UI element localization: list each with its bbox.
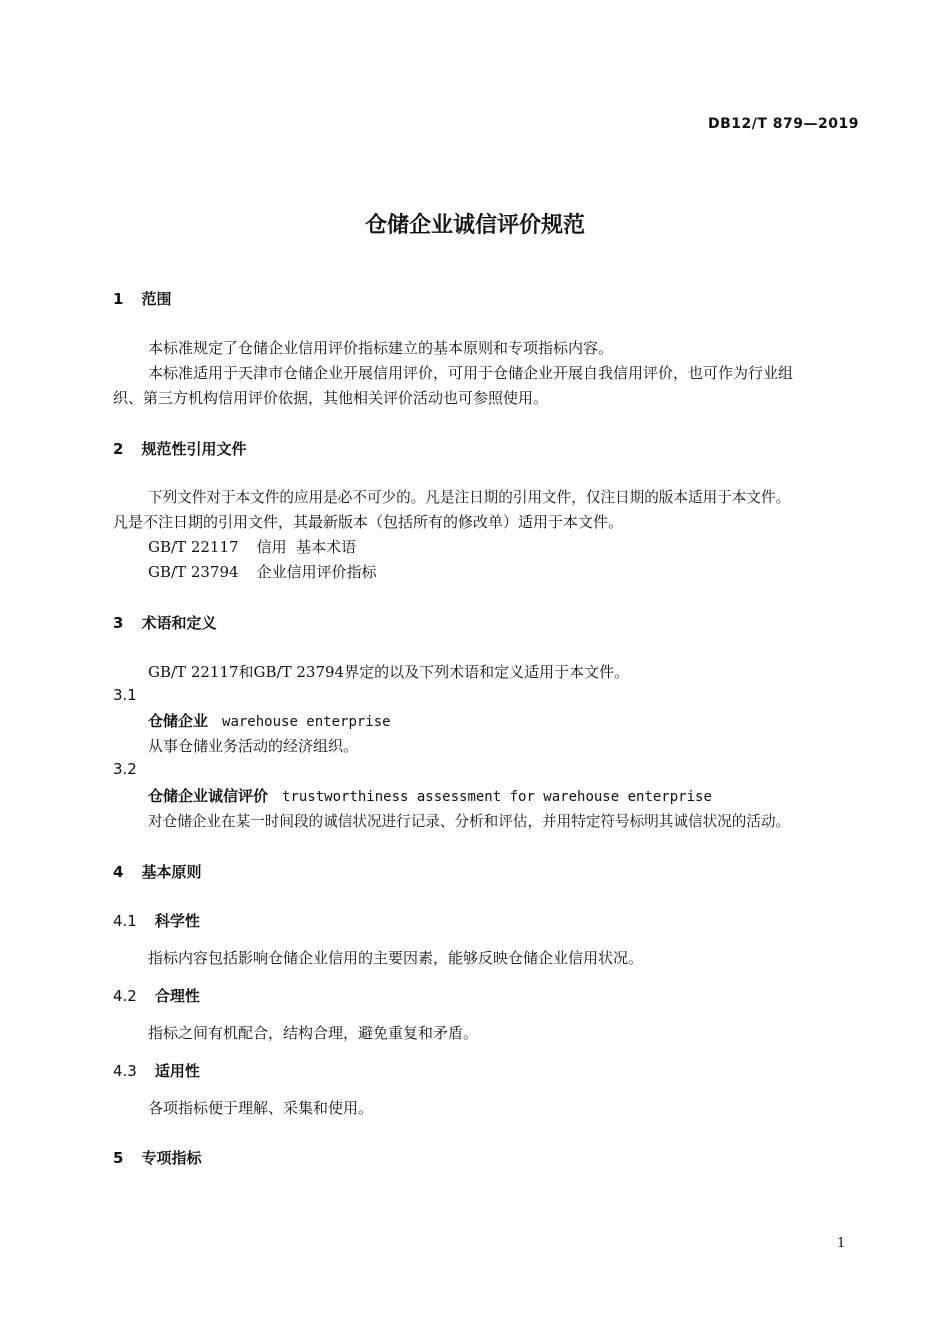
clause-number: 4.3 (113, 1062, 137, 1080)
section-title: 基本原则 (141, 863, 202, 881)
clause-title: 适用性 (154, 1062, 200, 1080)
standard-number: DB12/T 879—2019 (708, 116, 859, 132)
paragraph: GB/T 22117和GB/T 23794界定的以及下列术语和定义适用于本文件。 (148, 663, 630, 681)
section-number: 1 (113, 290, 124, 308)
reference-title: 企业信用评价指标 (256, 563, 377, 581)
paragraph: 各项指标便于理解、采集和使用。 (148, 1099, 374, 1117)
term-3-1 (148, 710, 391, 731)
clause-number: 4.1 (113, 912, 137, 930)
clause-4-2-heading (113, 985, 200, 1006)
reference-2 (148, 561, 377, 582)
section-number: 4 (113, 863, 124, 881)
term-chinese: 仓储企业诚信评价 (148, 787, 269, 805)
paragraph: 本标准规定了仓储企业信用评价指标建立的基本原则和专项指标内容。 (148, 339, 614, 357)
term-number: 3.2 (113, 760, 137, 778)
section-number: 2 (113, 440, 124, 458)
clause-4-3-heading (113, 1060, 200, 1081)
term-definition: 从事仓储业务活动的经济组织。 (148, 737, 359, 755)
section-5-heading (113, 1147, 201, 1168)
section-3-heading (113, 612, 216, 633)
section-title: 术语和定义 (141, 614, 217, 632)
section-title: 规范性引用文件 (141, 440, 247, 458)
reference-code: GB/T 23794 (148, 563, 239, 581)
clause-title: 科学性 (154, 912, 200, 930)
term-english: warehouse enterprise (222, 714, 391, 730)
section-title: 专项指标 (141, 1149, 202, 1167)
reference-1 (148, 536, 356, 557)
reference-title: 信用 基本术语 (256, 538, 357, 556)
section-number: 5 (113, 1149, 124, 1167)
paragraph: 指标之间有机配合，结构合理，避免重复和矛盾。 (148, 1024, 479, 1042)
term-chinese: 仓储企业 (148, 712, 209, 730)
section-number: 3 (113, 614, 124, 632)
paragraph: 凡是不注日期的引用文件，其最新版本（包括所有的修改单）适用于本文件。 (113, 513, 624, 531)
section-2-heading (113, 438, 246, 459)
paragraph: 下列文件对于本文件的应用是必不可少的。凡是注日期的引用文件，仅注日期的版本适用于本文件。 (148, 489, 791, 506)
clause-4-1-heading (113, 910, 200, 931)
term-definition: 对仓储企业在某一时间段的诚信状况进行记录、分析和评估，并用特定符号标明其诚信状况的活动。 (148, 813, 791, 830)
clause-title: 合理性 (154, 987, 200, 1005)
reference-code: GB/T 22117 (148, 538, 239, 556)
paragraph: 指标内容包括影响仓储企业信用的主要因素，能够反映仓储企业信用状况。 (148, 949, 644, 967)
section-1-heading (113, 288, 171, 309)
paragraph: 本标准适用于天津市仓储企业开展信用评价，可用于仓储企业开展自我信用评价，也可作为行业组 (148, 364, 794, 382)
paragraph: 织、第三方机构信用评价依据，其他相关评价活动也可参照使用。 (113, 389, 549, 407)
page-number: 1 (837, 1236, 846, 1251)
section-4-heading (113, 861, 201, 882)
document-title: 仓储企业诚信评价规范 (364, 213, 585, 238)
term-number: 3.1 (113, 686, 137, 704)
section-title: 范围 (141, 290, 172, 308)
clause-number: 4.2 (113, 987, 137, 1005)
term-english: trustworthiness assessment for warehouse enterprise (282, 789, 712, 805)
term-3-2 (148, 785, 712, 806)
